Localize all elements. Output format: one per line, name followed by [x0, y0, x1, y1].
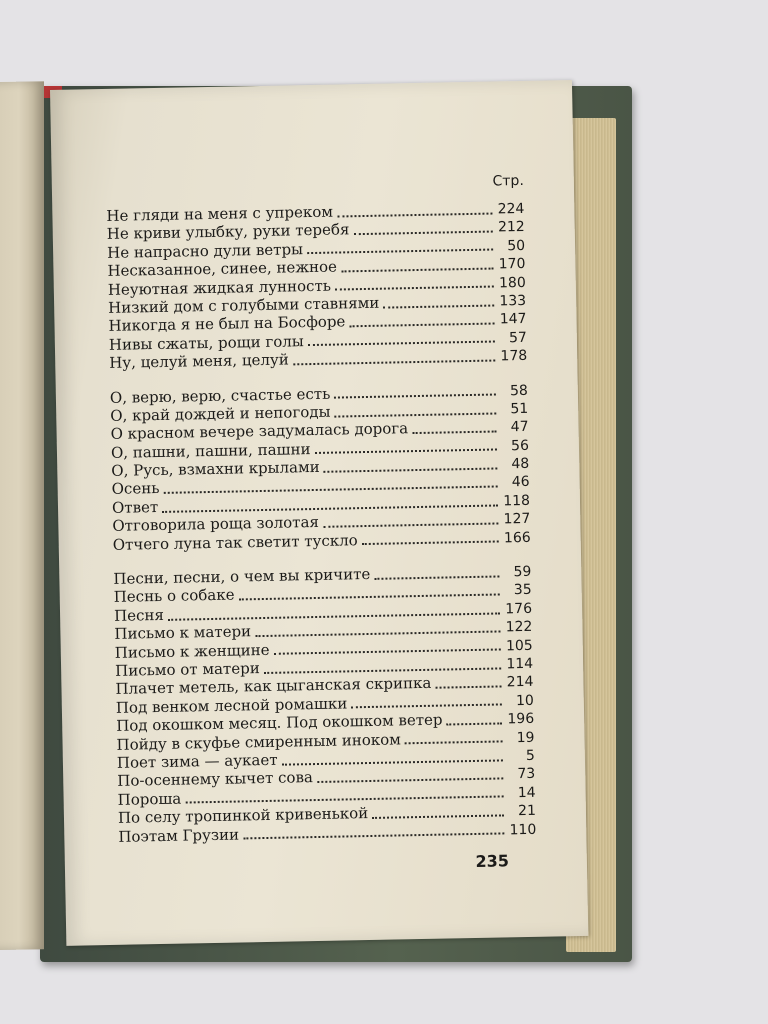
toc-entry-page: 47 [510, 419, 529, 436]
toc-entry-title: Никогда я не был на Босфоре [108, 312, 346, 336]
toc-entry-page: 14 [517, 784, 536, 801]
dot-leader [337, 211, 492, 217]
toc-entry-title: Песни, песни, о чем вы кричите [113, 564, 371, 588]
right-page [50, 80, 588, 946]
toc-entry-title: Ответ [111, 497, 159, 517]
toc-entry-title: Под окошком месяц. Под окошком ветер [116, 710, 443, 736]
toc-entry-title: О, край дождей и непогоды [110, 402, 331, 425]
dot-leader [405, 740, 503, 745]
toc-entry-page: 214 [506, 674, 534, 691]
dot-leader [335, 285, 494, 291]
toc-entry-title: Неуютная жидкая лунность [107, 276, 332, 299]
toc-entry-title: Пороша [117, 789, 182, 809]
toc-entry-title: По-осеннему кычет сова [117, 768, 314, 791]
table-of-contents [106, 199, 536, 862]
toc-entry-page: 50 [507, 237, 526, 255]
toc-entry-title: О, пашни, пашни, пашни [110, 439, 311, 462]
toc-entry-page: 35 [513, 582, 532, 599]
toc-entry-page: 114 [506, 655, 534, 673]
toc-entry-page: 21 [517, 802, 537, 820]
toc-entry-page: 118 [503, 492, 531, 510]
toc-entry-title: Поет зима — аукает [116, 750, 278, 772]
toc-entry-page: 110 [509, 821, 537, 838]
toc-group [113, 562, 536, 846]
dot-leader [317, 776, 503, 783]
dot-leader [315, 448, 497, 455]
toc-entry-page: 170 [498, 256, 526, 273]
toc-entry-title: Нивы сжаты, рощи голы [108, 331, 304, 354]
toc-entry-page: 224 [497, 200, 525, 218]
toc-entry-page: 133 [499, 292, 527, 310]
toc-entry-page: 58 [509, 382, 529, 399]
toc-entry-title: Несказанное, синее, нежное [107, 257, 338, 281]
toc-entry-page: 10 [515, 692, 534, 709]
toc-entry-title: Песнь о собаке [113, 585, 235, 607]
dot-leader [334, 411, 496, 417]
dot-leader [362, 540, 499, 546]
toc-entry-page: 166 [503, 529, 531, 547]
dot-leader [435, 685, 501, 689]
toc-entry-title: Пойду в скуфье смиренным иноком [116, 729, 402, 754]
toc-entry-title: О красном вечере задумалась дорога [110, 419, 409, 444]
dot-leader [349, 322, 494, 328]
dot-leader [447, 721, 503, 725]
dot-leader [282, 758, 503, 765]
toc-entry-page: 105 [505, 637, 533, 654]
toc-entry-page: 178 [500, 348, 528, 365]
toc-entry-page: 51 [510, 400, 529, 418]
dot-leader [412, 429, 497, 434]
toc-entry-page: 127 [503, 511, 531, 528]
toc-entry-title: О, Русь, взмахни крылами [111, 457, 320, 480]
toc-entry-page: 212 [497, 219, 525, 236]
toc-entry-title: Не криви улыбку, руки теребя [106, 220, 350, 244]
toc-entry-page: 73 [517, 766, 536, 783]
toc-entry-page: 122 [505, 619, 533, 636]
toc-entry-title: Поэтам Грузии [118, 825, 240, 846]
dot-leader [308, 340, 495, 347]
dot-leader [274, 648, 501, 655]
toc-entry-page: 196 [507, 710, 535, 728]
toc-entry-title: Низкий дом с голубыми ставнями [108, 293, 380, 317]
left-page [0, 81, 44, 950]
toc-entry-title: Под венком лесной ромашки [115, 694, 348, 717]
toc-entry-title: По селу тропинкой кривенькой [117, 804, 369, 827]
toc-entry-title: Песня [113, 605, 165, 625]
toc-group [110, 380, 531, 554]
toc-entry-title: Письмо от матери [114, 659, 260, 680]
toc-entry-page: 176 [505, 600, 533, 618]
toc-entry-page: 5 [525, 747, 536, 764]
dot-leader [323, 521, 498, 527]
toc-entry-page: 147 [499, 311, 527, 328]
dot-leader [353, 230, 492, 236]
toc-entry-page: 46 [511, 474, 530, 491]
dot-leader [351, 703, 502, 709]
toc-entry-title: Не гляди на меня с упреком [106, 202, 334, 225]
dot-leader [372, 813, 504, 819]
dot-leader [341, 266, 494, 272]
toc-entry-page: 19 [516, 729, 535, 746]
toc-entry-title: Не напрасно дули ветры [106, 239, 304, 262]
toc-entry-title: Плачет метель, как цыганская скрипка [115, 674, 432, 699]
dot-leader [307, 248, 493, 255]
toc-entry-title: Отчего луна так светит тускло [112, 530, 358, 554]
toc-entry-title: Письмо к женщине [114, 640, 270, 662]
toc-entry-page: 59 [513, 563, 532, 581]
toc-entry-title: Отговорила роща золотая [112, 513, 320, 536]
dot-leader [334, 393, 496, 399]
toc-entry-title: Ну, целуй меня, целуй [109, 350, 289, 373]
page-number: 235 [475, 851, 510, 871]
toc-entry-title: О, верю, верю, счастье есть [109, 384, 331, 407]
toc-entry-title: Осень [111, 479, 160, 499]
toc-group [106, 199, 527, 373]
dot-leader [324, 466, 498, 472]
toc-entry-page: 56 [510, 437, 530, 454]
dot-leader [374, 574, 499, 579]
toc-entry-page: 180 [498, 274, 526, 291]
toc-entry-title: Письмо к матери [114, 622, 252, 644]
dot-leader [383, 303, 494, 308]
toc-entry-page: 48 [511, 455, 530, 473]
toc-entry-page: 57 [508, 329, 527, 346]
dot-leader [293, 358, 496, 365]
dot-leader [243, 832, 504, 840]
page-column-header: Стр. [492, 172, 524, 190]
